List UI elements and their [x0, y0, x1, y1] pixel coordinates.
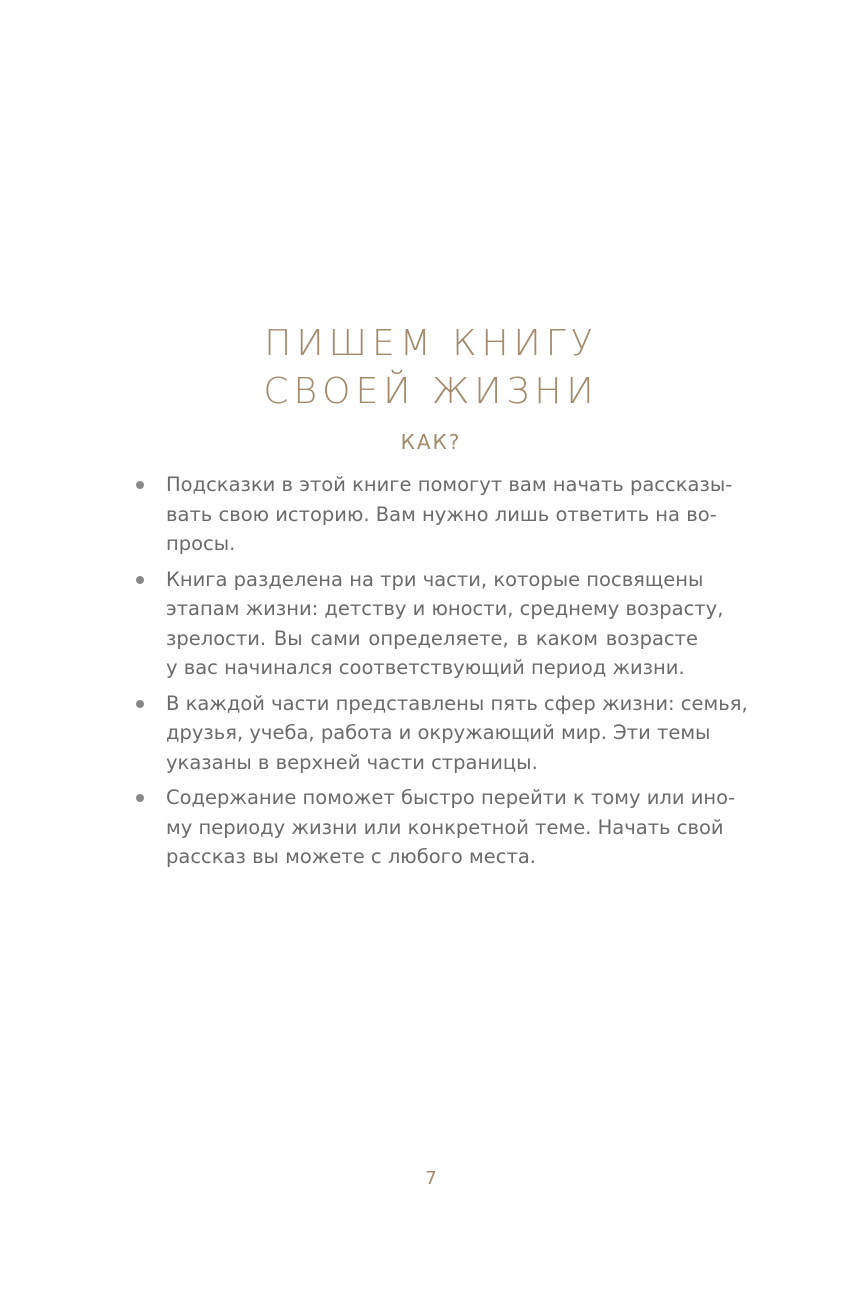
list-item — [136, 689, 748, 778]
list-item-line: В каждой части представлены пять сфер жизни: семья, — [166, 691, 748, 715]
bullet-icon — [136, 794, 144, 802]
list-item-line: этапам жизни: детству и юности, среднему возрасту, — [166, 597, 724, 620]
list-item-line: у вас начинался соответствующий период жизни. — [166, 656, 685, 679]
bullet-icon — [136, 481, 144, 489]
bullet-icon — [136, 700, 144, 708]
page-title — [0, 320, 862, 416]
list-item-line: му периоду жизни или конкретной теме. Начать свой — [166, 815, 724, 839]
list-item — [136, 565, 724, 683]
instructions-list — [136, 470, 748, 878]
bullet-icon — [136, 576, 144, 584]
list-item-line: друзья, учеба, работа и окружающий мир. Эти темы — [166, 721, 711, 744]
list-item-line: указаны в верхней части страницы. — [166, 750, 538, 774]
list-item-line: Подсказки в этой книге помогут вам начать рассказы- — [166, 473, 733, 496]
list-item-line: зрелости. Вы сами определяете, в каком возрасте — [166, 626, 698, 650]
section-heading: КАК? — [400, 430, 462, 454]
title-line-1: ПИШЕМ КНИГУ — [264, 323, 598, 365]
list-item-line: Содержание поможет быстро перейти к тому или ино- — [166, 786, 736, 809]
list-item-line: вать свою историю. Вам нужно лишь ответить на во- — [166, 502, 717, 526]
page-number: 7 — [425, 1168, 437, 1189]
list-item-line: рассказ вы можете с любого места. — [166, 845, 536, 868]
list-item-line: просы. — [166, 532, 236, 555]
list-item-line: Книга разделена на три части, которые посвящены — [166, 567, 704, 591]
list-item — [136, 470, 733, 559]
title-line-2: СВОЕЙ ЖИЗНИ — [263, 371, 599, 413]
list-item — [136, 783, 736, 872]
